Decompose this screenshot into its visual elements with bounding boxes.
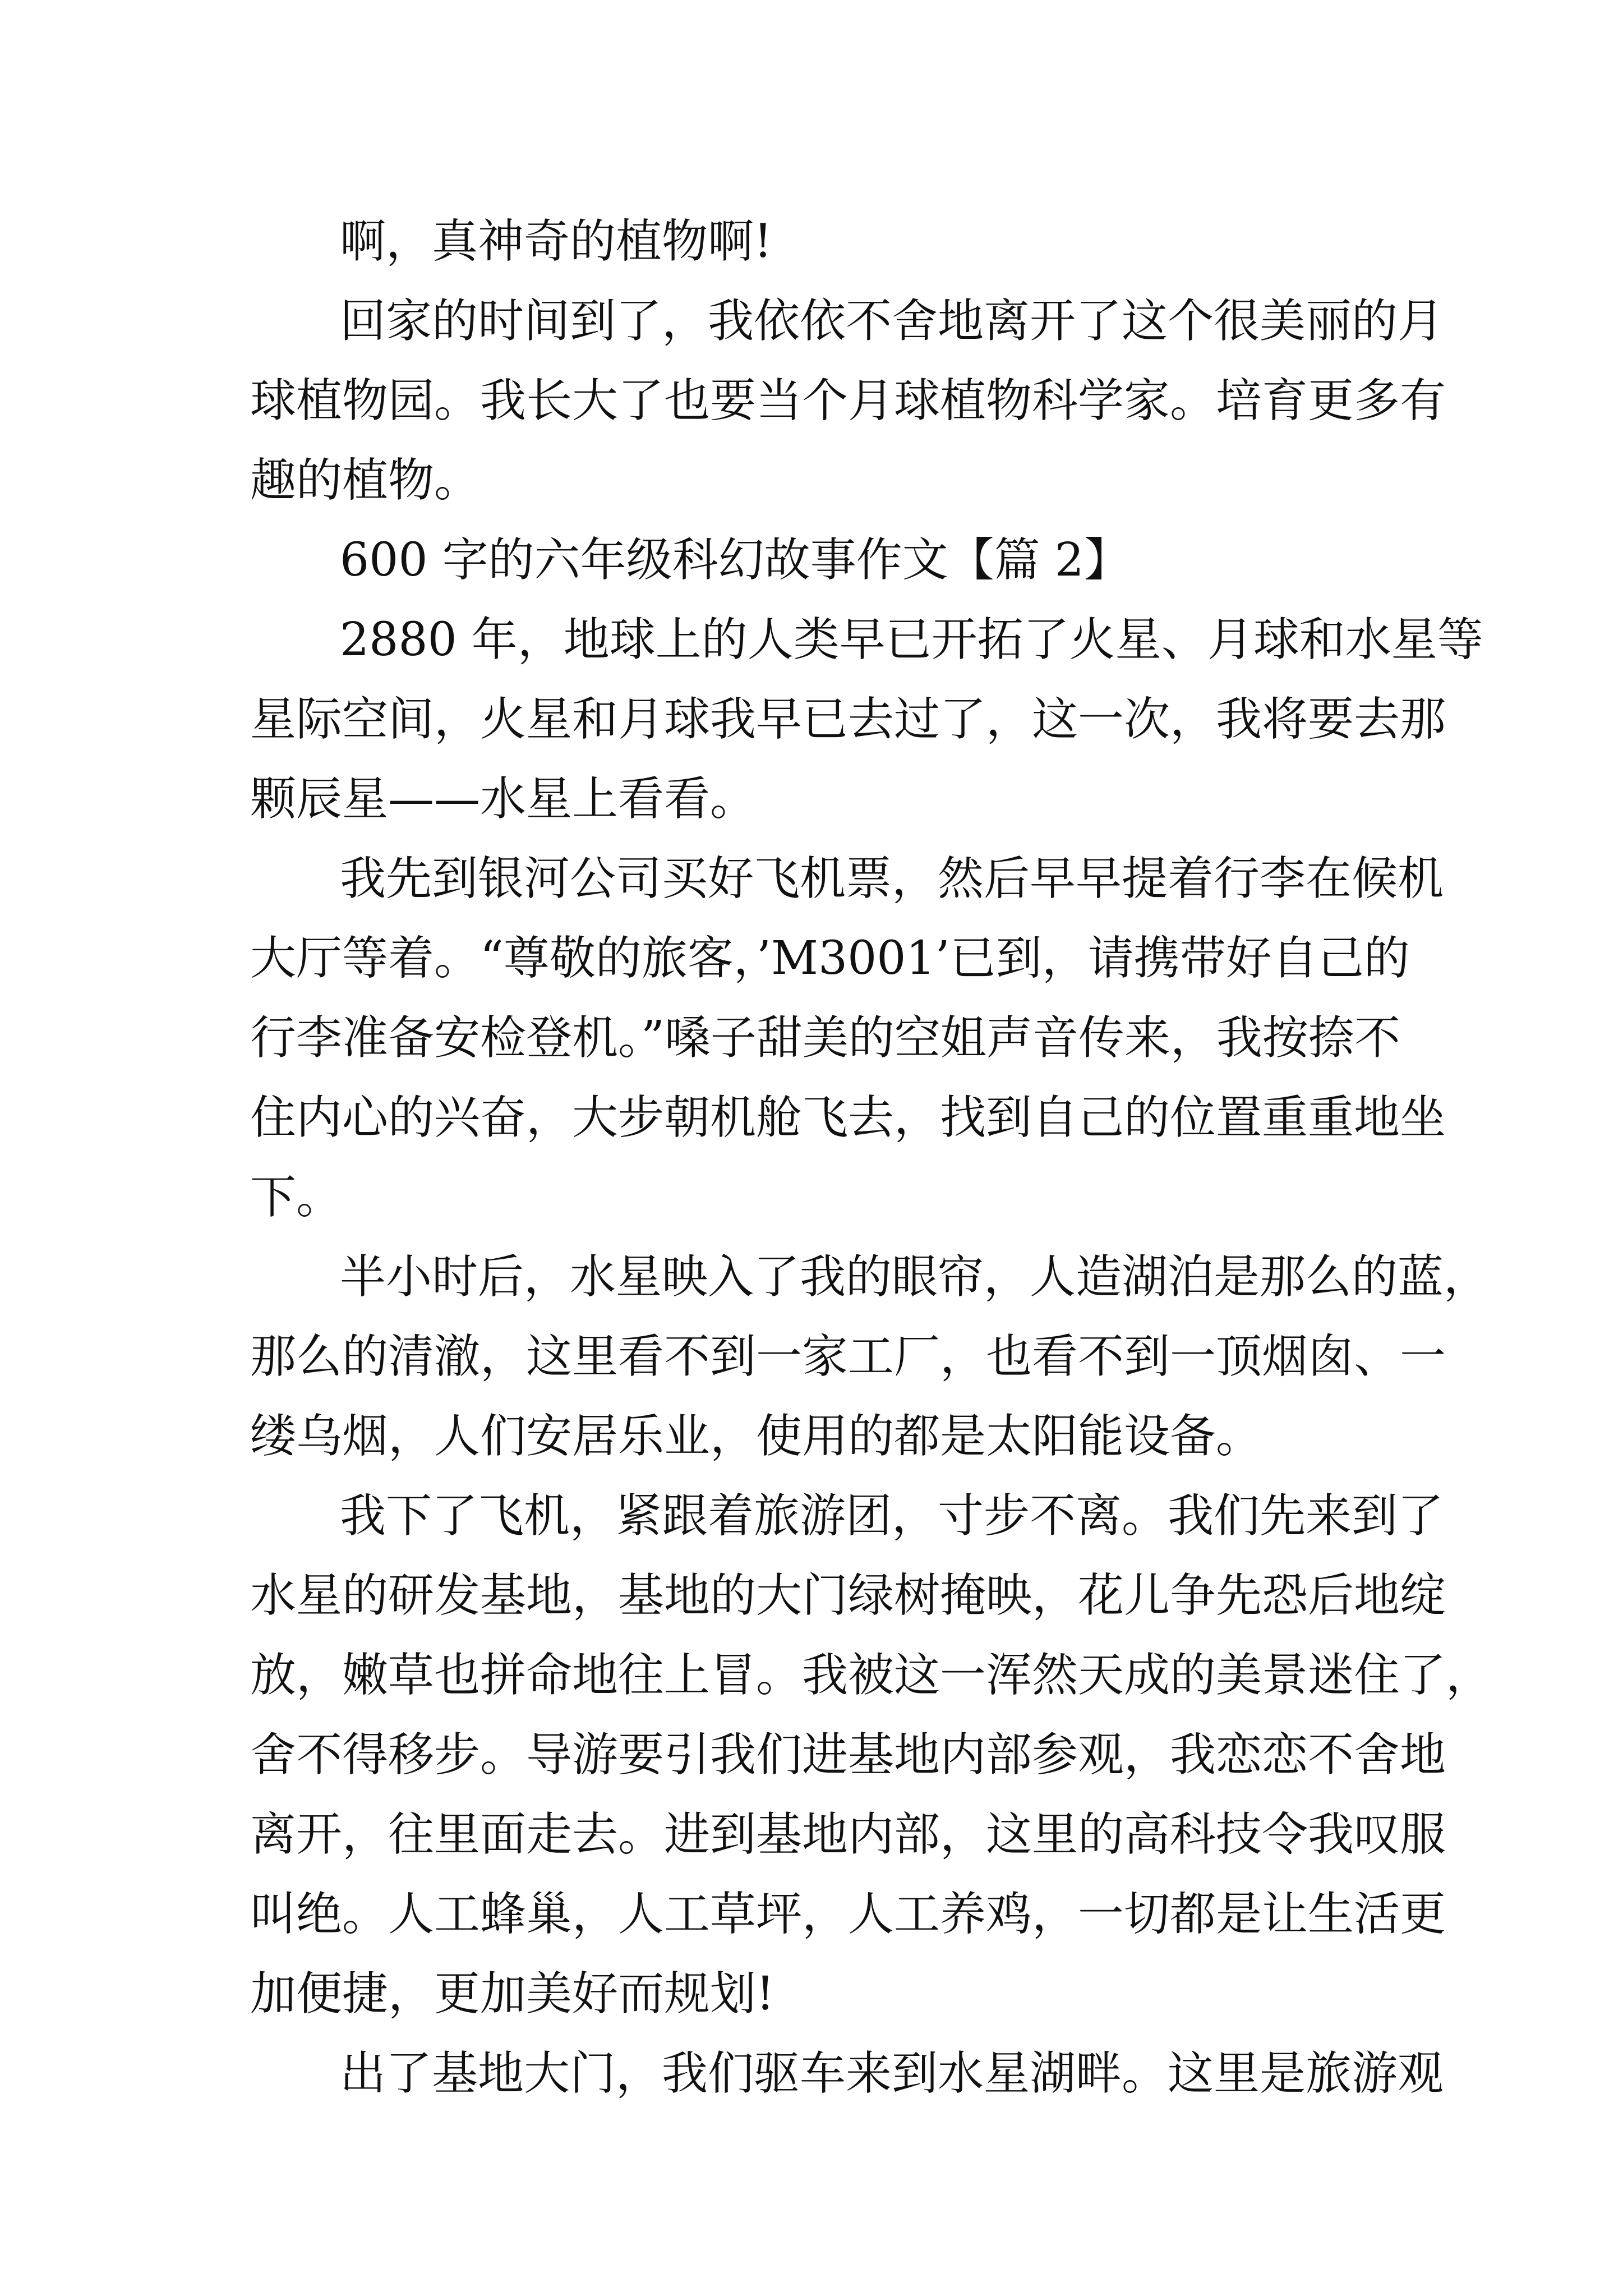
paragraph-line: 那么的清澈，这里看不到一家工厂，也看不到一顶烟囱、一	[250, 1330, 1446, 1383]
paragraph-line: 趣的植物。	[250, 454, 481, 507]
paragraph-line: 我下了飞机，紧跟着旅游团，寸步不离。我们先来到了	[340, 1489, 1444, 1543]
paragraph-line: 叫绝。人工蜂巢，人工草坪，人工养鸡，一切都是让生活更	[250, 1888, 1446, 1941]
paragraph-line: 加便捷，更加美好而规划!	[250, 1967, 774, 2021]
paragraph-line: 2880 年，地球上的人类早已开拓了火星、月球和水星等	[340, 613, 1483, 666]
paragraph-line: 行李准备安检登机。”嗓子甜美的空姐声音传来，我按捺不	[250, 1011, 1400, 1065]
paragraph-line: 我先到银河公司买好飞机票，然后早早提着行李在候机	[340, 852, 1444, 905]
paragraph-line: 星际空间，火星和月球我早已去过了，这一次，我将要去那	[250, 693, 1446, 746]
paragraph-line: 下。	[250, 1171, 343, 1224]
paragraph-line: 半小时后，水星映入了我的眼帘，人造湖泊是那么的蓝，	[340, 1250, 1490, 1304]
paragraph-line: 缕乌烟，人们安居乐业，使用的都是太阳能设备。	[250, 1410, 1262, 1463]
paragraph-line: 出了基地大门，我们驱车来到水星湖畔。这里是旅游观	[340, 2047, 1444, 2100]
paragraph-line: 大厅等着。“尊敬的旅客，’M3001’已到，请携带好自己的	[250, 932, 1410, 985]
paragraph-line: 球植物园。我长大了也要当个月球植物科学家。培育更多有	[250, 374, 1446, 427]
paragraph-line: 住内心的兴奋，大步朝机舱飞去，找到自己的位置重重地坐	[250, 1091, 1446, 1144]
paragraph-line: 水星的研发基地，基地的大门绿树掩映，花儿争先恐后地绽	[250, 1569, 1446, 1622]
paragraph-line: 回家的时间到了，我依依不舍地离开了这个很美丽的月	[340, 295, 1444, 348]
paragraph-line: 啊，真神奇的植物啊!	[340, 215, 772, 268]
paragraph-line: 舍不得移步。导游要引我们进基地内部参观，我恋恋不舍地	[250, 1728, 1446, 1782]
paragraph-line: 放，嫩草也拼命地往上冒。我被这一浑然天成的美景迷住了，	[250, 1649, 1492, 1702]
section-heading: 600 字的六年级科幻故事作文【篇 2】	[340, 533, 1130, 587]
paragraph-line: 离开，往里面走去。进到基地内部，这里的高科技令我叹服	[250, 1808, 1446, 1861]
paragraph-line: 颗辰星——水星上看看。	[250, 772, 757, 826]
